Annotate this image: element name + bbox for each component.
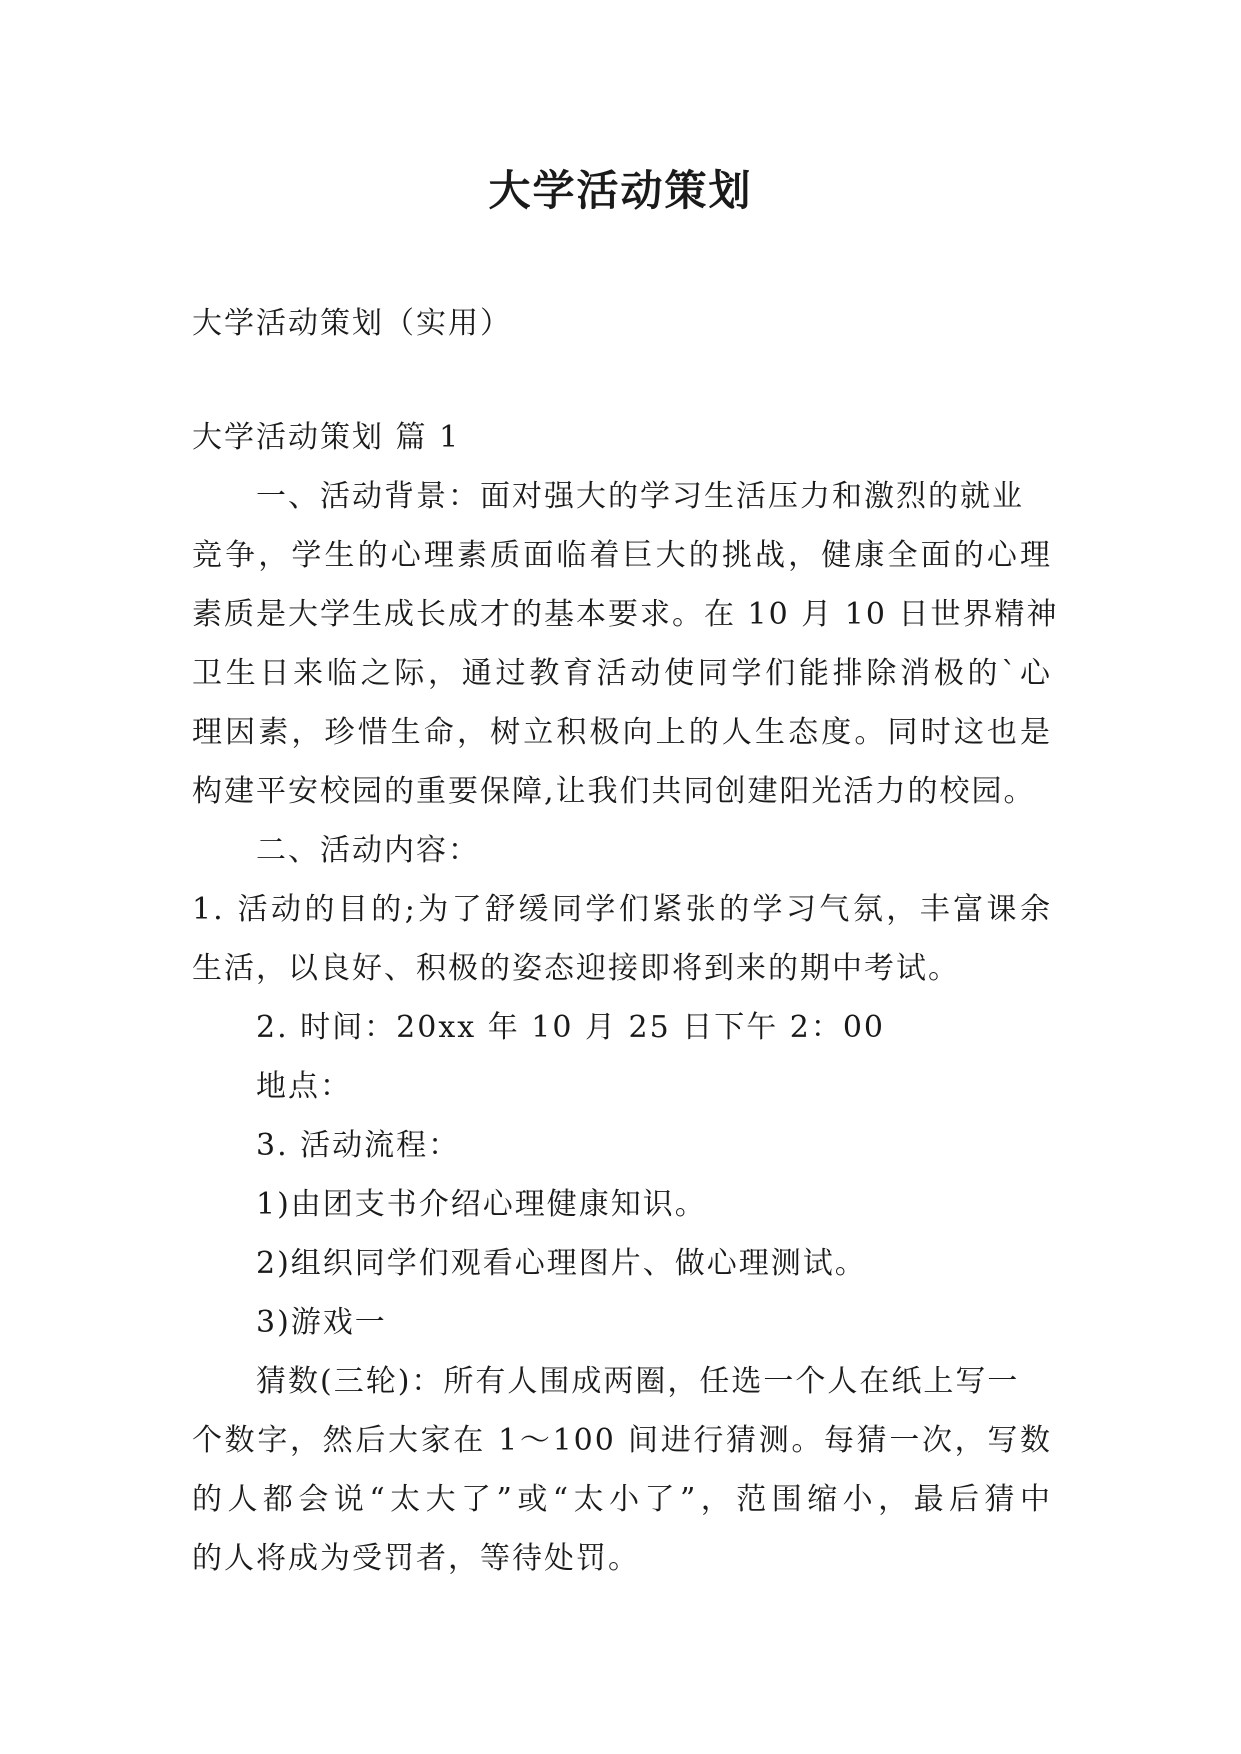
paragraph-line: 一、活动背景：面对强大的学习生活压力和激烈的就业 — [256, 479, 1024, 514]
document-title: 大学活动策划 — [488, 166, 753, 215]
paragraph-line: 构建平安校园的重要保障,让我们共同创建阳光活力的校园。 — [192, 774, 1036, 809]
section-subheading: 二、活动内容： — [256, 833, 480, 868]
list-item: 3)游戏一 — [256, 1305, 387, 1340]
paragraph-line: 理因素，珍惜生命，树立积极向上的人生态度。同时这也是 — [192, 715, 1052, 750]
list-item: 1)由团支书介绍心理健康知识。 — [256, 1187, 707, 1222]
paragraph-line: 个数字，然后大家在 1～100 间进行猜测。每猜一次，写数 — [192, 1423, 1052, 1458]
section-heading: 大学活动策划 篇 1 — [192, 420, 461, 455]
paragraph-line: 竞争，学生的心理素质面临着巨大的挑战，健康全面的心理 — [192, 538, 1052, 573]
list-item: 2. 时间：20xx 年 10 月 25 日下午 2：00 — [256, 1010, 885, 1045]
paragraph-line: 的人都会说“太大了”或“太小了”，范围缩小，最后猜中 — [192, 1482, 1052, 1517]
list-item: 地点： — [256, 1069, 352, 1104]
paragraph-line: 生活，以良好、积极的姿态迎接即将到来的期中考试。 — [192, 951, 960, 986]
document-subtitle: 大学活动策划（实用） — [192, 306, 512, 341]
paragraph-line: 素质是大学生成长成才的基本要求。在 10 月 10 日世界精神 — [192, 597, 1059, 632]
list-item: 3. 活动流程： — [256, 1128, 461, 1163]
document-body — [192, 294, 1059, 1588]
paragraph-line: 1. 活动的目的;为了舒缓同学们紧张的学习气氛，丰富课余 — [192, 892, 1052, 927]
paragraph-line: 卫生日来临之际，通过教育活动使同学们能排除消极的`心 — [192, 656, 1052, 691]
paragraph-line: 猜数(三轮)：所有人围成两圈，任选一个人在纸上写一 — [256, 1364, 1020, 1399]
list-item: 2)组织同学们观看心理图片、做心理测试。 — [256, 1246, 867, 1281]
paragraph-line: 的人将成为受罚者，等待处罚。 — [192, 1541, 640, 1576]
